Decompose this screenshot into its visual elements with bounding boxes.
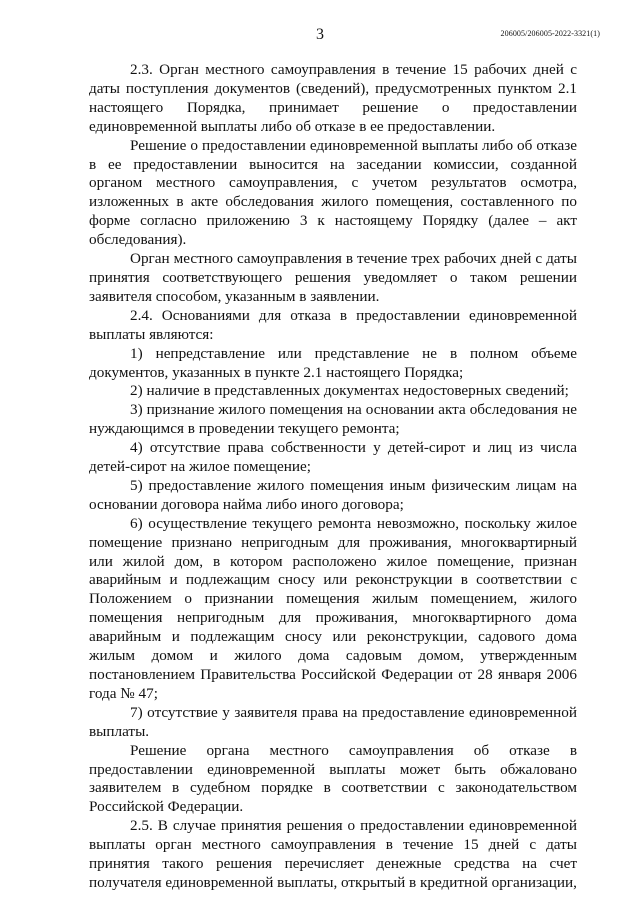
- paragraph-2-3: 2.3. Орган местного самоуправления в течение 15 рабочих дней с даты поступления документов (сведений), предусмотренных пунктом 2.1 настоящего Порядка, принимает решение о предоставлении единовременной выплаты либо об отказе в ее предоставлении.: [89, 61, 577, 135]
- document-code: 206005/206005-2022-3321(1): [500, 29, 600, 38]
- list-item-2: 2) наличие в представленных документах недостоверных сведений;: [130, 382, 569, 400]
- list-item-4: 4) отсутствие права собственности у детей-сирот и лиц из числа детей-сирот на жилое помещение;: [89, 439, 577, 476]
- list-item-3: 3) признание жилого помещения на основании акта обследования не нуждающимся в проведении текущего ремонта;: [89, 401, 577, 438]
- page-number: 3: [316, 26, 324, 43]
- list-item-6: 6) осуществление текущего ремонта невозможно, поскольку жилое помещение признано непригодным для проживания, многоквартирный или жилой дом, в котором расположено жилое помещение, признан аварийным и подлежащим сносу или реконструкции в соответствии с Положением о признании помещения жилым помещением, жилого помещения непригодным для проживания, многоквартирного дома аварийным и подлежащим сносу или реконструкции, садового дома жилым домом и жилого дома садовым домом, утвержденным постановлением Правительства Российской Федерации от 28 января 2006 года № 47;: [89, 514, 577, 702]
- document-body: [89, 61, 577, 893]
- paragraph-2-4: 2.4. Основаниями для отказа в предоставлении единовременной выплаты являются:: [89, 306, 577, 343]
- paragraph-decision: Решение о предоставлении единовременной выплаты либо об отказе в ее предоставлении выносится на заседании комиссии, созданной органом местного самоуправления, с учетом результатов осмотра, изложенных в акте обследования жилого помещения, составленного по форме согласно приложению 3 к настоящему Порядку (далее – акт обследования).: [89, 136, 577, 249]
- paragraph-appeal: Решение органа местного самоуправления об отказе в предоставлении единовременной выплаты может быть обжаловано заявителем в судебном порядке в соответствии с законодательством Российской Федерации.: [89, 741, 577, 816]
- paragraph-notification: Орган местного самоуправления в течение трех рабочих дней с даты принятия соответствующего решения уведомляет о таком решении заявителя способом, указанным в заявлении.: [89, 250, 577, 305]
- list-item-5: 5) предоставление жилого помещения иным физическим лицам на основании договора найма либо иного договора;: [89, 476, 577, 513]
- list-item-1: 1) непредставление или представление не в полном объеме документов, указанных в пункте 2.1 настоящего Порядка;: [89, 344, 577, 381]
- list-item-7: 7) отсутствие у заявителя права на предоставление единовременной выплаты.: [89, 703, 577, 740]
- paragraph-2-5: 2.5. В случае принятия решения о предоставлении единовременной выплаты орган местного самоуправления в течение 15 дней с даты принятия такого решения перечисляет денежные средства на счет получателя единовременной выплаты, открытый в кредитной организации,: [89, 817, 577, 891]
